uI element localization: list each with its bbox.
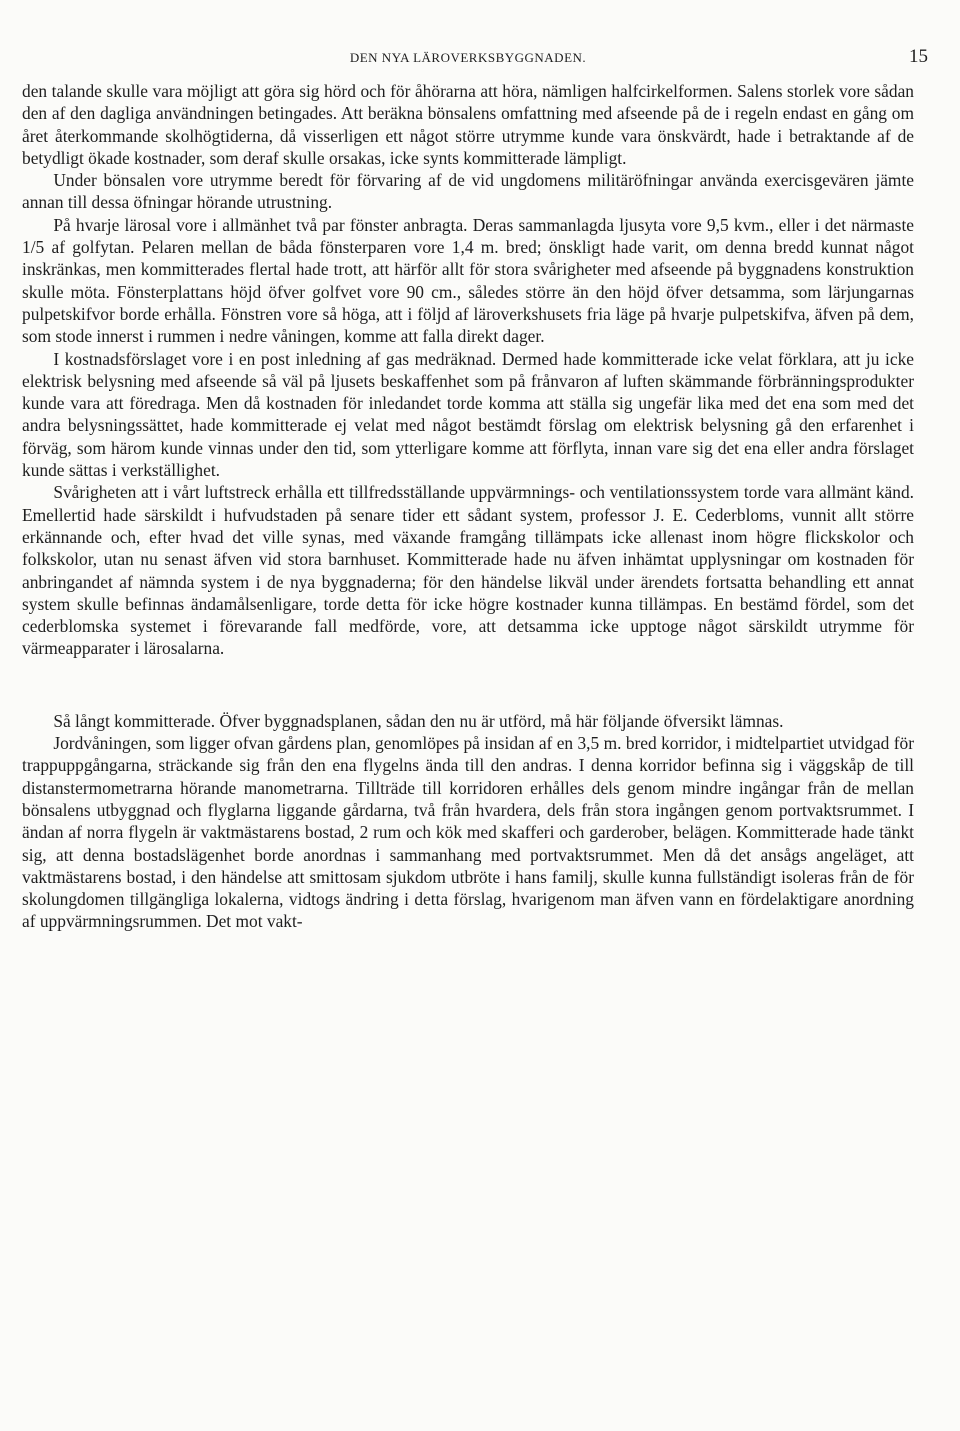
running-header: [22, 40, 928, 80]
paragraph: Under bönsalen vore utrymme beredt för förvaring af de vid ungdomens militäröfningar använda exercisgevären jämte annan till dessa öfningar hörande utrustning.: [22, 170, 914, 213]
section-break: [22, 660, 914, 710]
book-page: [22, 40, 928, 933]
paragraph: I kostnadsförslaget vore i en post inledning af gas medräknad. Dermed hade kommitterade icke velat förklara, att ju icke elektrisk belysning med afseende så väl på ljusets beskaffenhet som på frånvaron af luften skämmande förbränningsprodukter kunde vara att föredraga. Men då kostnaden för inledandet torde komma att ställa sig ungefär lika med det ena som med det andra belysningssättet, hade kommitterade ej velat med något bestämdt förslag om elektrisk belysning gå den erfarenhet i förväg, som härom kunde vinnas under den tid, som ytterligare komme att förflyta, innan vare sig det ena eller andra förslaget kunde sättas i verkställighet.: [22, 348, 914, 481]
paragraph: den talande skulle vara möjligt att göra sig hörd och för åhörarna att höra, nämligen halfcirkelformen. Salens storlek vore sådan den af den dagliga användningen betingades. Att beräkna bönsalens omfattning med afseende på de i regeln endast en gång om året återkommande skolhögtiderna, då visserligen ett något större utrymme kunde vara önskvärdt, hade i betraktande af de betydligt ökade kostnader, som deraf skulle orsakas, icke synts kommitterade lämpligt.: [22, 81, 914, 168]
paragraph: Så långt kommitterade. Öfver byggnadsplanen, sådan den nu är utförd, må här följande öfversikt lämnas.: [53, 710, 784, 731]
paragraph: Svårigheten att i vårt luftstreck erhålla ett tillfredsställande uppvärmnings- och ventilationssystem torde vara allmänt känd. Emellertid hade särskildt i hufvudstaden på senare tider ett sådant system, professor J. E. Cederbloms, vunnit allt större erkännande och, efter hvad det ville synas, med växande framgång tillämpats icke allenast inom högre flickskolor och folkskolor, utan nu senast äfven vid stora barnhuset. Kommitterade hade nu äfven inhämtat upplysningar om kostnaden för anbringandet af nämnda system i de nya byggnaderna; för den händelse likväl under ärendets fortsatta behandling ett annat system skulle befinnas ändamålsenligare, torde detta för icke högre kostnader kunna tillämpas. En bestämd fördel, som det cederblomska systemet i förevarande fall medförde, vore, att detsamma icke upptoge något särskildt utrymme för värmeapparater i lärosalarna.: [22, 482, 914, 659]
page-number: 15: [909, 46, 928, 67]
body-text: [22, 80, 914, 933]
paragraph: På hvarje lärosal vore i allmänhet två par fönster anbragta. Deras sammanlagda ljusyta vore 9,5 kvm., eller i det närmaste 1/5 af golfytan. Pelaren mellan de båda fönsterparen vore 1,4 m. bred; önskligt hade varit, om denna bredd kunnat något inskränkas, men kommitterades flertal hade trott, att härför allt för stora svårigheter med afseende på byggnadens konstruktion skulle möta. Fönsterplattans höjd öfver golfvet vore 90 cm., således större än den höjd öfver detsamma, som lärjungarnas pulpetskifvor borde erhålla. Fönstren vore så höga, att i följd af läroverkshusets fria läge på hvarje pulpetskifva, äfven på dem, som stode innerst i rummen i nedre våningen, komme att falla direkt dager.: [22, 214, 914, 347]
paragraph: Jordvåningen, som ligger ofvan gårdens plan, genomlöpes på insidan af en 3,5 m. bred korridor, i midtelpartiet utvidgad för trappuppgångarna, sträckande sig från den ena flygelns ända till den andras. I denna korridor befinna sig i väggskåp de till distanstermometrarna hörande manometrarna. Tillträde till korridoren erhålles dels genom mindre ingångar från de mellan bönsalens utbyggnad och flyglarna liggande gårdarna, två från hvardera, dels från stora ingången genom portvaktsrummet. I ändan af norra flygeln är vaktmästarens bostad, 2 rum och kök med skafferi och garderober, belägen. Kommitterade hade tänkt sig, att denna bostadslägenhet borde anordnas i sammanhang med portvaktsrummet. Men då det ansågs angeläget, att vaktmästarens bostad, i den händelse att smittosam sjukdom utbröte i hans familj, skulle kunna fullständigt isoleras från de för skolungdomen tillgängliga lokalerna, vidtogs ändring i detta förslag, hvarigenom man äfven vann en fördelaktigare anordning af uppvärmningsrummen. Det mot vakt-: [22, 733, 914, 932]
running-title: DEN NYA LÄROVERKSBYGGNADEN.: [349, 50, 587, 65]
